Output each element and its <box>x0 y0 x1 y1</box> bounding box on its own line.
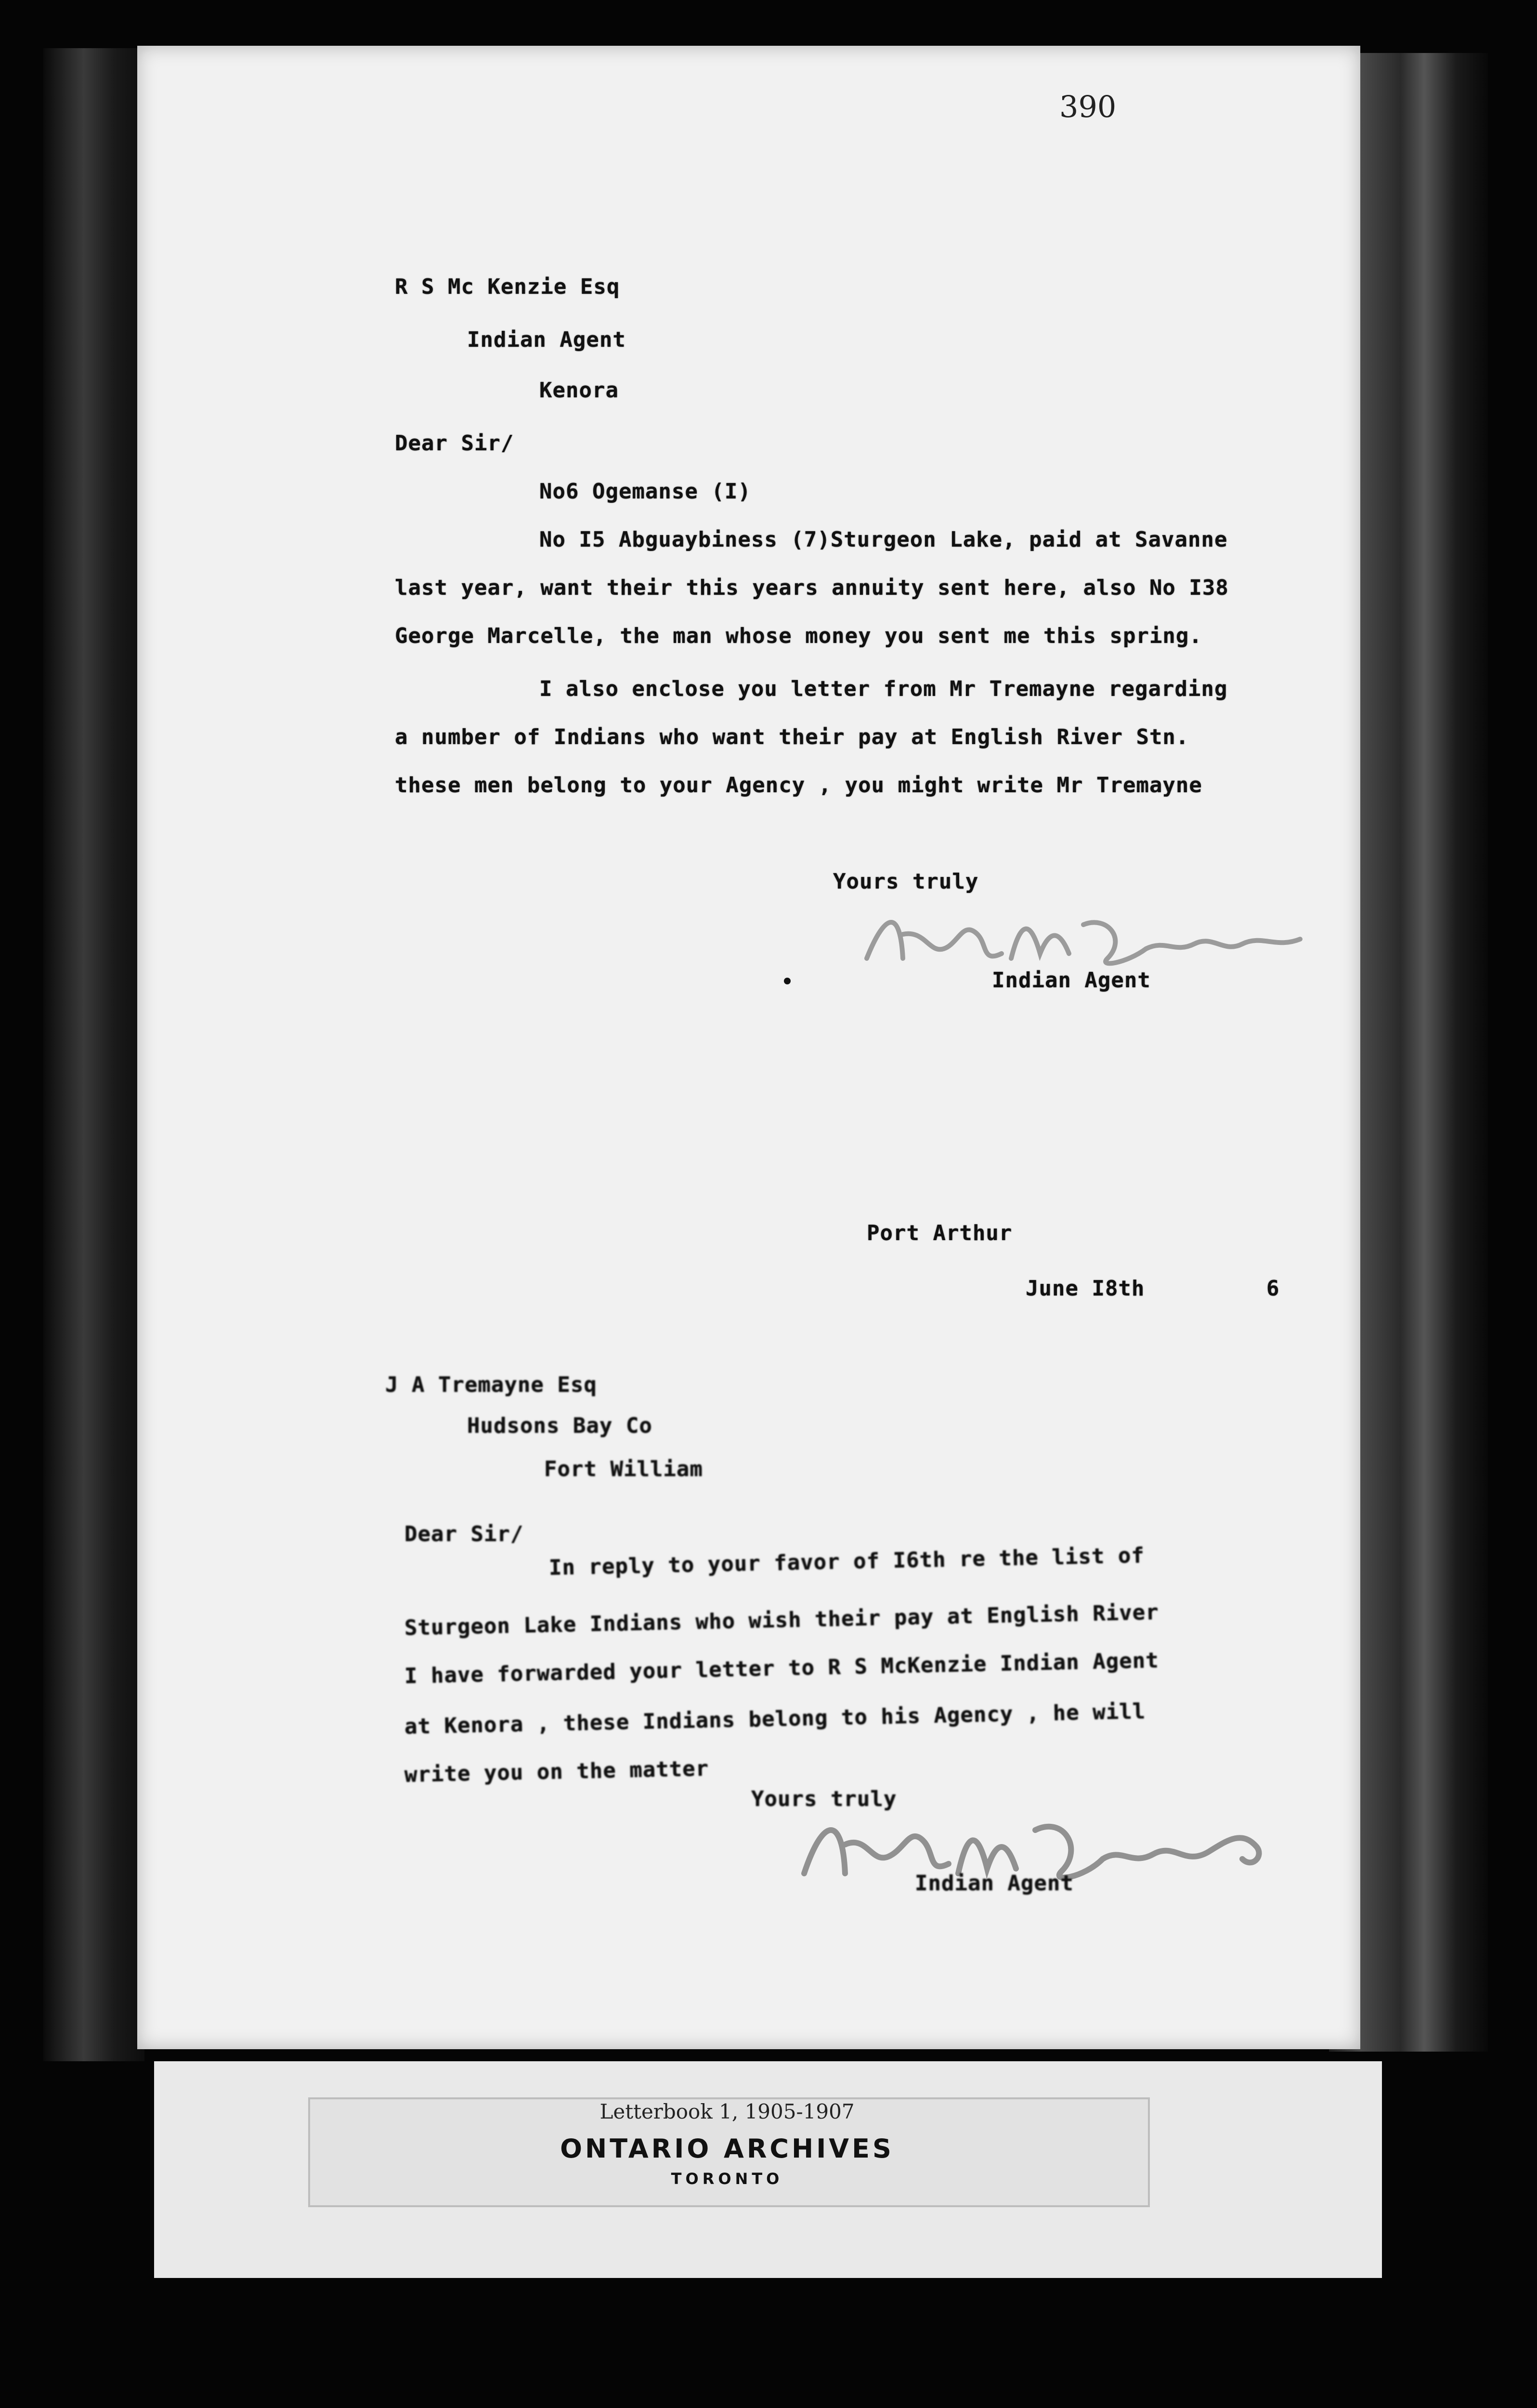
letter1-body-line: a number of Indians who want their pay at English River Stn. <box>395 725 1189 749</box>
letter2-place: Port Arthur <box>867 1221 1013 1245</box>
ink-dot <box>784 978 791 984</box>
letter1-body-line: these men belong to your Agency , you might write Mr Tremayne <box>395 773 1202 798</box>
label-archive-city: TORONTO <box>671 2170 783 2188</box>
letter2-body-line: write you on the matter <box>404 1756 709 1787</box>
letter2-signer-title: Indian Agent <box>915 1871 1074 1896</box>
letter1-addressee-place: Kenora <box>539 378 619 403</box>
letter2-date-mark: 6 <box>1266 1276 1280 1301</box>
letter1-signer-title: Indian Agent <box>992 968 1151 993</box>
letter1-addressee-title: Indian Agent <box>467 327 626 352</box>
letter2-body-line: at Kenora , these Indians belong to his Agency , he will <box>404 1699 1146 1739</box>
letter1-body-line: No I5 Abguaybiness (7)Sturgeon Lake, paid at Savanne <box>539 527 1228 552</box>
letter2-body-line: In reply to your favor of I6th re the list of <box>548 1543 1145 1580</box>
letter2-addressee-company: Hudsons Bay Co <box>467 1413 652 1438</box>
letterbook-page <box>137 46 1360 2049</box>
letter2-addressee-name: J A Tremayne Esq <box>385 1373 597 1397</box>
letter2-salutation: Dear Sir/ <box>404 1522 524 1546</box>
letter1-addressee-name: R S Mc Kenzie Esq <box>395 275 620 299</box>
letter1-body-line: last year, want their this years annuity sent here, also No I38 <box>395 576 1229 600</box>
label-archive-title: ONTARIO ARCHIVES <box>560 2133 894 2164</box>
label-letterbook-line: Letterbook 1, 1905-1907 <box>599 2100 855 2123</box>
letter2-date: June I8th <box>1026 1276 1145 1301</box>
letter2-closing: Yours truly <box>751 1787 897 1811</box>
letter2-body-line: Sturgeon Lake Indians who wish their pay at English River <box>404 1600 1159 1640</box>
letter1-body-line: George Marcelle, the man whose money you sent me this spring. <box>395 624 1202 648</box>
letter1-closing: Yours truly <box>833 869 979 894</box>
page-number: 390 <box>1059 89 1117 124</box>
letter1-body-line: I also enclose you letter from Mr Tremayne regarding <box>539 677 1228 701</box>
letter2-addressee-place: Fort William <box>544 1457 703 1481</box>
letter1-salutation: Dear Sir/ <box>395 431 514 456</box>
letter1-reference: No6 Ogemanse (I) <box>539 479 751 504</box>
letter2-body-line: I have forwarded your letter to R S McKenzie Indian Agent <box>404 1648 1159 1688</box>
binding-left-edge <box>43 48 144 2061</box>
